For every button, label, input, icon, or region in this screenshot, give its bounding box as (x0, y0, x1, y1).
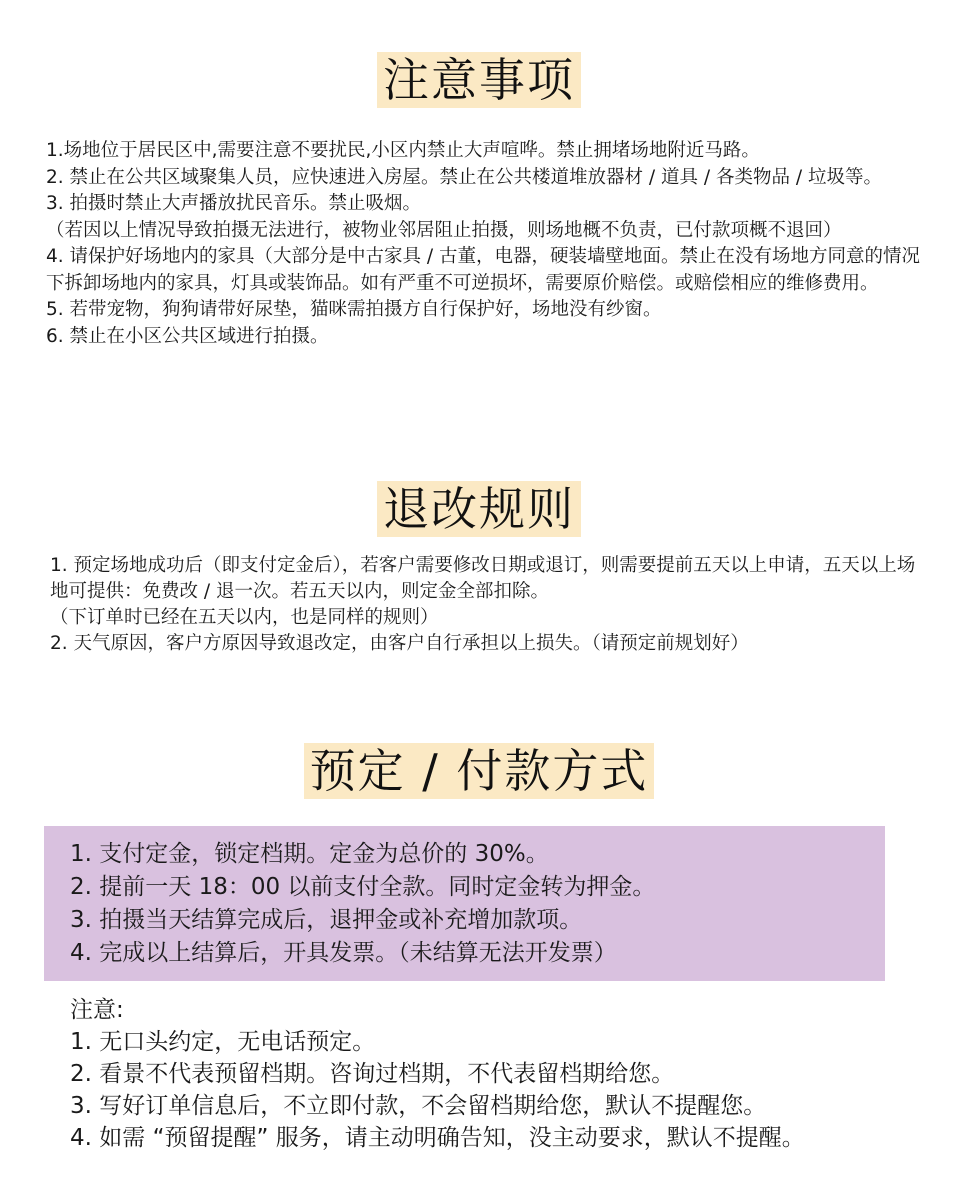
note-item: 1. 无口头约定，无电话预定。 (70, 1029, 376, 1055)
notice-title: 注意事项 (377, 52, 581, 108)
refund-item: 1. 预定场地成功后（即支付定金后），若客户需要修改日期或退订，则需要提前五天以上申请，五天以上场地可提供：免费改 / 退一次。若五天以内，则定金全部扣除。 (50, 555, 916, 602)
payment-item: 2. 提前一天 18：00 以前支付全款。同时定金转为押金。 (70, 874, 656, 900)
refund-item: （下订单时已经在五天以内，也是同样的规则） (50, 607, 439, 628)
note-item: 3. 写好订单信息后，不立即付款，不会留档期给您，默认不提醒您。 (70, 1093, 767, 1119)
note-list (70, 994, 930, 1154)
refund-list (50, 553, 920, 657)
notice-list (46, 138, 926, 350)
refund-title: 退改规则 (377, 481, 581, 537)
notice-item: 3. 拍摄时禁止大声播放扰民音乐。禁止吸烟。 (46, 193, 422, 214)
note-item: 2. 看景不代表预留档期。咨询过档期，不代表留档期给您。 (70, 1061, 675, 1087)
payment-item: 3. 拍摄当天结算完成后，退押金或补充增加款项。 (70, 907, 583, 933)
notice-heading-wrap (0, 52, 958, 108)
notice-item: 4. 请保护好场地内的家具（大部分是中古家具 / 古董，电器，硬装墙壁地面。禁止在没有场地方同意的情况下拆卸场地内的家具，灯具或装饰品。如有严重不可逆损坏，需要原价赔偿。或赔偿相应的维修费用。 (46, 246, 921, 294)
payment-title: 预定 / 付款方式 (304, 743, 655, 799)
refund-item: 2. 天气原因，客户方原因导致退改定，由客户自行承担以上损失。（请预定前规划好） (50, 633, 749, 654)
note-item: 4. 如需 “预留提醒” 服务，请主动明确告知，没主动要求，默认不提醒。 (70, 1125, 805, 1151)
notice-item: 6. 禁止在小区公共区域进行拍摄。 (46, 325, 329, 347)
payment-item: 4. 完成以上结算后，开具发票。（未结算无法开发票） (70, 940, 617, 966)
refund-heading-wrap (0, 481, 958, 537)
notice-item: （若因以上情况导致拍摄无法进行，被物业邻居阻止拍摄，则场地概不负责，已付款项概不退回） (46, 219, 842, 241)
payment-box (44, 826, 885, 981)
payment-heading-wrap (0, 743, 958, 799)
notice-item: 1.场地位于居民区中,需要注意不要扰民,小区内禁止大声喧哗。禁止拥堵场地附近马路。 (46, 140, 760, 161)
notice-item: 2. 禁止在公共区域聚集人员，应快速进入房屋。禁止在公共楼道堆放器材 / 道具 / 各类物品 / 垃圾等。 (46, 166, 883, 188)
notice-item: 5. 若带宠物，狗狗请带好尿垫，猫咪需拍摄方自行保护好，场地没有纱窗。 (46, 299, 662, 320)
payment-list (70, 838, 870, 970)
note-label: 注意: (70, 997, 124, 1023)
payment-item: 1. 支付定金，锁定档期。定金为总价的 30%。 (70, 841, 549, 867)
